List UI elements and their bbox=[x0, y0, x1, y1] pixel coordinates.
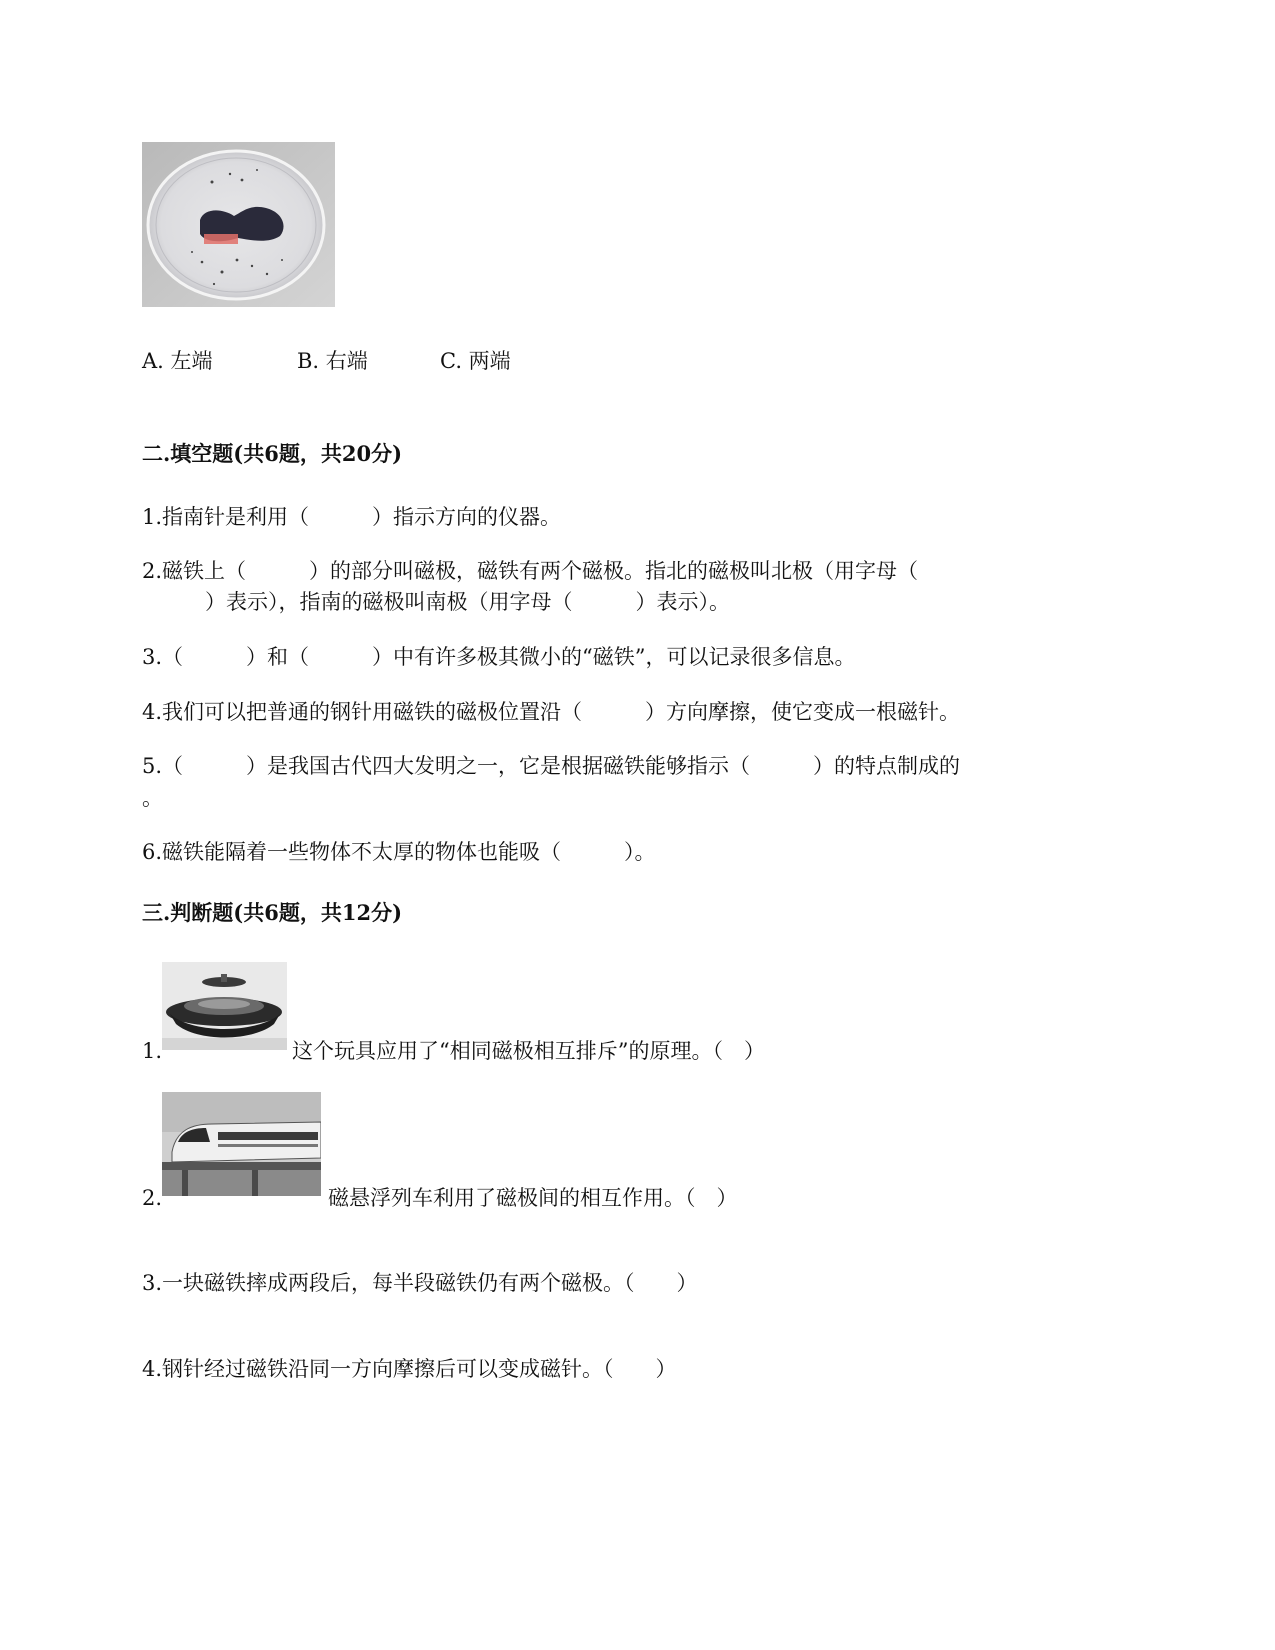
s3-item-2-number: 2. bbox=[142, 1186, 163, 1210]
option-c: C. 两端 bbox=[440, 349, 511, 373]
section3-title: 三.判断题(共6题，共12分) bbox=[142, 900, 403, 925]
s3-item-1-text: 这个玩具应用了“相同磁极相互排斥”的原理。（ ） bbox=[292, 1039, 765, 1063]
s3-item-4: 4.钢针经过磁铁沿同一方向摩擦后可以变成磁针。（ ） bbox=[142, 1357, 677, 1381]
s3-item-1-number: 1. bbox=[142, 1039, 163, 1063]
levitating-toy-photo bbox=[162, 962, 287, 1050]
s3-item-3: 3.一块磁铁摔成两段后，每半段磁铁仍有两个磁极。（ ） bbox=[142, 1271, 698, 1295]
s2-item-5: 5.（ ）是我国古代四大发明之一，它是根据磁铁能够指示（ ）的特点制成的 bbox=[142, 754, 961, 778]
section2-title: 二.填空题(共6题，共20分) bbox=[142, 441, 403, 466]
option-b: B. 右端 bbox=[297, 349, 368, 373]
s2-item-2: 2.磁铁上（ ）的部分叫磁极，磁铁有两个磁极。指北的磁极叫北极（用字母（ bbox=[142, 559, 919, 583]
s2-item-1: 1.指南针是利用（ ）指示方向的仪器。 bbox=[142, 505, 562, 529]
s2-item-5-cont: 。 bbox=[142, 786, 163, 810]
petri-dish-photo bbox=[142, 142, 335, 307]
s2-item-2-cont: ）表示），指南的磁极叫南极（用字母（ ）表示）。 bbox=[142, 590, 730, 614]
s2-item-4: 4.我们可以把普通的钢针用磁铁的磁极位置沿（ ）方向摩擦，使它变成一根磁针。 bbox=[142, 700, 961, 724]
option-a: A. 左端 bbox=[142, 349, 213, 373]
s3-item-2-text: 磁悬浮列车利用了磁极间的相互作用。（ ） bbox=[328, 1186, 738, 1210]
s2-item-6: 6.磁铁能隔着一些物体不太厚的物体也能吸（ ）。 bbox=[142, 840, 656, 864]
s2-item-3: 3.（ ）和（ ）中有许多极其微小的“磁铁”，可以记录很多信息。 bbox=[142, 645, 856, 669]
maglev-train-photo bbox=[162, 1092, 321, 1196]
